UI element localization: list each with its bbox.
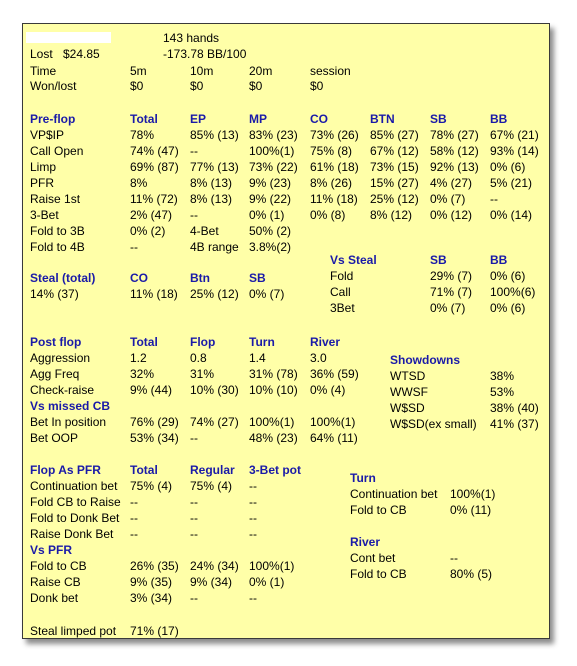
steal-header: SB <box>249 271 266 285</box>
vs-pfr-cell: 9% (35) <box>130 575 173 589</box>
flop-pfr-cell: -- <box>249 479 257 493</box>
vs-steal-cell: 71% (7) <box>430 285 473 299</box>
preflop-cell: 11% (72) <box>130 192 178 206</box>
preflop-cell: 15% (27) <box>370 176 419 190</box>
preflop-cell: 8% <box>130 176 148 190</box>
steal-cell: 0% (7) <box>249 287 285 301</box>
vs-missed-cb-header: Vs missed CB <box>30 399 111 413</box>
preflop-cell: 8% (26) <box>310 176 353 190</box>
preflop-cell: 77% (13) <box>190 160 239 174</box>
vs-pfr-cell: Donk bet <box>30 591 79 605</box>
preflop-cell: 0% (1) <box>249 208 285 222</box>
missed-cb-cell: 100%(1) <box>310 415 356 429</box>
postflop-cell: Check-raise <box>30 383 95 397</box>
preflop-header: CO <box>310 112 328 126</box>
showdown-cell: W$SD(ex small) <box>390 417 477 431</box>
preflop-cell: 0% (2) <box>130 224 166 238</box>
flop-pfr-cell: Raise Donk Bet <box>30 527 114 541</box>
preflop-cell: 100%(1) <box>249 144 295 158</box>
flop-pfr-header: Total <box>130 463 158 477</box>
preflop-cell: 61% (18) <box>310 160 359 174</box>
flop-pfr-cell: -- <box>130 527 138 541</box>
vs-steal-cell: 100%(6) <box>490 285 536 299</box>
preflop-cell: 0% (6) <box>490 160 526 174</box>
preflop-header: Pre-flop <box>30 112 76 126</box>
flop-pfr-header: Flop As PFR <box>30 463 101 477</box>
vs-steal-cell: 0% (6) <box>490 269 526 283</box>
preflop-cell: 8% (12) <box>370 208 413 222</box>
time-cell: $0 <box>190 79 204 93</box>
preflop-cell: 73% (22) <box>249 160 298 174</box>
preflop-cell: 67% (21) <box>490 128 539 142</box>
steal-cell: 11% (18) <box>130 287 178 301</box>
steal-cell: 14% (37) <box>30 287 79 301</box>
vs-pfr-cell: 24% (34) <box>190 559 239 573</box>
vs-pfr-cell: Raise CB <box>30 575 81 589</box>
preflop-cell: VP$IP <box>30 128 65 142</box>
preflop-cell: 73% (26) <box>310 128 359 142</box>
preflop-header: EP <box>190 112 207 126</box>
postflop-header: Turn <box>249 335 275 349</box>
vs-pfr-header: Vs PFR <box>30 543 73 557</box>
preflop-cell: Call Open <box>30 144 84 158</box>
preflop-cell: 85% (13) <box>190 128 239 142</box>
vs-steal-cell: Call <box>330 285 351 299</box>
preflop-cell: 3-Bet <box>30 208 59 222</box>
preflop-cell: Fold to 4B <box>30 240 85 254</box>
preflop-cell: 50% (2) <box>249 224 292 238</box>
vs-pfr-cell: 3% (34) <box>130 591 173 605</box>
preflop-cell: 4% (27) <box>430 176 473 190</box>
vs-pfr-cell: Fold to CB <box>30 559 87 573</box>
lost-value: $24.85 <box>63 47 100 61</box>
postflop-cell: 32% <box>130 367 155 381</box>
preflop-cell: 58% (12) <box>430 144 479 158</box>
turn-header: Turn <box>350 471 376 485</box>
river-cell: Fold to CB <box>350 567 407 581</box>
steal-cell: 25% (12) <box>190 287 239 301</box>
preflop-cell: 74% (47) <box>130 144 179 158</box>
vs-pfr-cell: 0% (1) <box>249 575 285 589</box>
flop-pfr-cell: -- <box>249 527 257 541</box>
preflop-cell: Raise 1st <box>30 192 81 206</box>
showdown-cell: WWSF <box>390 385 428 399</box>
preflop-cell: 9% (22) <box>249 192 292 206</box>
vs-steal-cell: 29% (7) <box>430 269 473 283</box>
preflop-header: BTN <box>370 112 395 126</box>
vs-steal-cell: Fold <box>330 269 354 283</box>
time-cell: $0 <box>310 79 324 93</box>
preflop-cell: 9% (23) <box>249 176 292 190</box>
preflop-cell: 85% (27) <box>370 128 419 142</box>
missed-cb-cell: 48% (23) <box>249 431 298 445</box>
vs-pfr-cell: 26% (35) <box>130 559 179 573</box>
preflop-cell: -- <box>190 208 198 222</box>
postflop-cell: 10% (30) <box>190 383 239 397</box>
time-cell: 10m <box>190 64 214 78</box>
preflop-cell: 4-Bet <box>190 224 219 238</box>
preflop-cell: 5% (21) <box>490 176 533 190</box>
postflop-header: River <box>310 335 341 349</box>
showdown-cell: 38% <box>490 369 515 383</box>
flop-pfr-cell: -- <box>249 495 257 509</box>
preflop-cell: 8% (13) <box>190 176 233 190</box>
preflop-cell: -- <box>130 240 138 254</box>
preflop-cell: 93% (14) <box>490 144 539 158</box>
turn-cell: 0% (11) <box>450 503 492 517</box>
preflop-header: SB <box>430 112 447 126</box>
time-cell: session <box>310 64 351 78</box>
preflop-cell: 73% (15) <box>370 160 419 174</box>
player-name-box <box>26 32 111 43</box>
preflop-cell: 0% (14) <box>490 208 533 222</box>
showdown-cell: WTSD <box>390 369 426 383</box>
missed-cb-cell: 53% (34) <box>130 431 179 445</box>
missed-cb-cell: 64% (11) <box>310 431 358 445</box>
postflop-header: Total <box>130 335 158 349</box>
preflop-cell: 2% (47) <box>130 208 173 222</box>
postflop-header: Post flop <box>30 335 82 349</box>
flop-pfr-cell: Fold CB to Raise <box>30 495 121 509</box>
postflop-cell: 0.8 <box>190 351 207 365</box>
flop-pfr-cell: 75% (4) <box>130 479 173 493</box>
preflop-cell: 69% (87) <box>130 160 179 174</box>
preflop-cell: -- <box>490 192 498 206</box>
preflop-cell: 25% (12) <box>370 192 419 206</box>
flop-pfr-cell: -- <box>190 527 198 541</box>
flop-pfr-header: 3-Bet pot <box>249 463 301 477</box>
flop-pfr-cell: -- <box>130 495 138 509</box>
showdowns-header: Showdowns <box>390 353 460 367</box>
river-cell: Cont bet <box>350 551 396 565</box>
time-cell: $0 <box>249 79 263 93</box>
preflop-cell: -- <box>190 144 198 158</box>
preflop-cell: Limp <box>30 160 57 174</box>
preflop-cell: 75% (8) <box>310 144 353 158</box>
vs-steal-header: Vs Steal <box>330 253 377 267</box>
preflop-cell: 8% (13) <box>190 192 233 206</box>
vs-steal-cell: 0% (7) <box>430 301 466 315</box>
flop-pfr-cell: -- <box>249 511 257 525</box>
preflop-header: MP <box>249 112 267 126</box>
preflop-header: Total <box>130 112 158 126</box>
player-stats-panel <box>22 23 550 639</box>
preflop-cell: Fold to 3B <box>30 224 85 238</box>
postflop-cell: 1.2 <box>130 351 147 365</box>
turn-cell: Continuation bet <box>350 487 438 501</box>
flop-pfr-cell: Continuation bet <box>30 479 118 493</box>
showdown-cell: W$SD <box>390 401 425 415</box>
preflop-cell: 83% (23) <box>249 128 298 142</box>
time-cell: $0 <box>130 79 144 93</box>
missed-cb-cell: -- <box>190 431 198 445</box>
time-cell: 20m <box>249 64 273 78</box>
flop-pfr-cell: Fold to Donk Bet <box>30 511 120 525</box>
missed-cb-cell: 100%(1) <box>249 415 295 429</box>
preflop-cell: 4B range <box>190 240 239 254</box>
postflop-cell: 10% (10) <box>249 383 298 397</box>
postflop-cell: 36% (59) <box>310 367 359 381</box>
steal-header: CO <box>130 271 148 285</box>
turn-cell: 100%(1) <box>450 487 496 501</box>
preflop-cell: 0% (12) <box>430 208 473 222</box>
missed-cb-cell: Bet In position <box>30 415 107 429</box>
preflop-cell: PFR <box>30 176 54 190</box>
flop-pfr-header: Regular <box>190 463 235 477</box>
vs-steal-cell: 3Bet <box>330 301 355 315</box>
flop-pfr-cell: -- <box>130 511 138 525</box>
vs-steal-header: SB <box>430 253 447 267</box>
river-cell: -- <box>450 551 458 565</box>
steal-header: Steal (total) <box>30 271 96 285</box>
bb-per-100: -173.78 BB/100 <box>163 47 247 61</box>
vs-steal-cell: 0% (6) <box>490 301 526 315</box>
flop-pfr-cell: 75% (4) <box>190 479 233 493</box>
missed-cb-cell: Bet OOP <box>30 431 79 445</box>
preflop-cell: 78% (27) <box>430 128 479 142</box>
preflop-cell: 0% (8) <box>310 208 346 222</box>
missed-cb-cell: 76% (29) <box>130 415 179 429</box>
preflop-cell: 0% (7) <box>430 192 466 206</box>
preflop-cell: 67% (12) <box>370 144 419 158</box>
postflop-cell: Aggression <box>30 351 91 365</box>
postflop-cell: 31% (78) <box>249 367 298 381</box>
showdown-cell: 38% (40) <box>490 401 539 415</box>
preflop-cell: 92% (13) <box>430 160 479 174</box>
steal-header: Btn <box>190 271 210 285</box>
flop-pfr-cell: -- <box>190 495 198 509</box>
preflop-cell: 78% <box>130 128 155 142</box>
time-cell: 5m <box>130 64 147 78</box>
vs-pfr-cell: -- <box>249 591 257 605</box>
river-cell: 80% (5) <box>450 567 493 581</box>
preflop-cell: 11% (18) <box>310 192 358 206</box>
flop-pfr-cell: -- <box>190 511 198 525</box>
showdown-cell: 53% <box>490 385 515 399</box>
preflop-header: BB <box>490 112 508 126</box>
vs-pfr-cell: -- <box>190 591 198 605</box>
river-header: River <box>350 535 381 549</box>
preflop-cell: 3.8%(2) <box>249 240 292 254</box>
vs-pfr-cell: 100%(1) <box>249 559 295 573</box>
vs-steal-header: BB <box>490 253 508 267</box>
postflop-cell: 1.4 <box>249 351 266 365</box>
postflop-header: Flop <box>190 335 216 349</box>
postflop-cell: 9% (44) <box>130 383 173 397</box>
time-cell: Time <box>30 64 57 78</box>
missed-cb-cell: 74% (27) <box>190 415 239 429</box>
postflop-cell: 3.0 <box>310 351 327 365</box>
time-cell: Won/lost <box>30 79 77 93</box>
hands-count: 143 hands <box>163 31 220 45</box>
postflop-cell: Agg Freq <box>30 367 80 381</box>
steal-limped-label: Steal limped pot <box>30 624 117 638</box>
steal-limped-value: 71% (17) <box>130 624 179 638</box>
showdown-cell: 41% (37) <box>490 417 539 431</box>
postflop-cell: 0% (4) <box>310 383 346 397</box>
postflop-cell: 31% <box>190 367 215 381</box>
turn-cell: Fold to CB <box>350 503 407 517</box>
lost-label: Lost <box>30 47 53 61</box>
vs-pfr-cell: 9% (34) <box>190 575 233 589</box>
